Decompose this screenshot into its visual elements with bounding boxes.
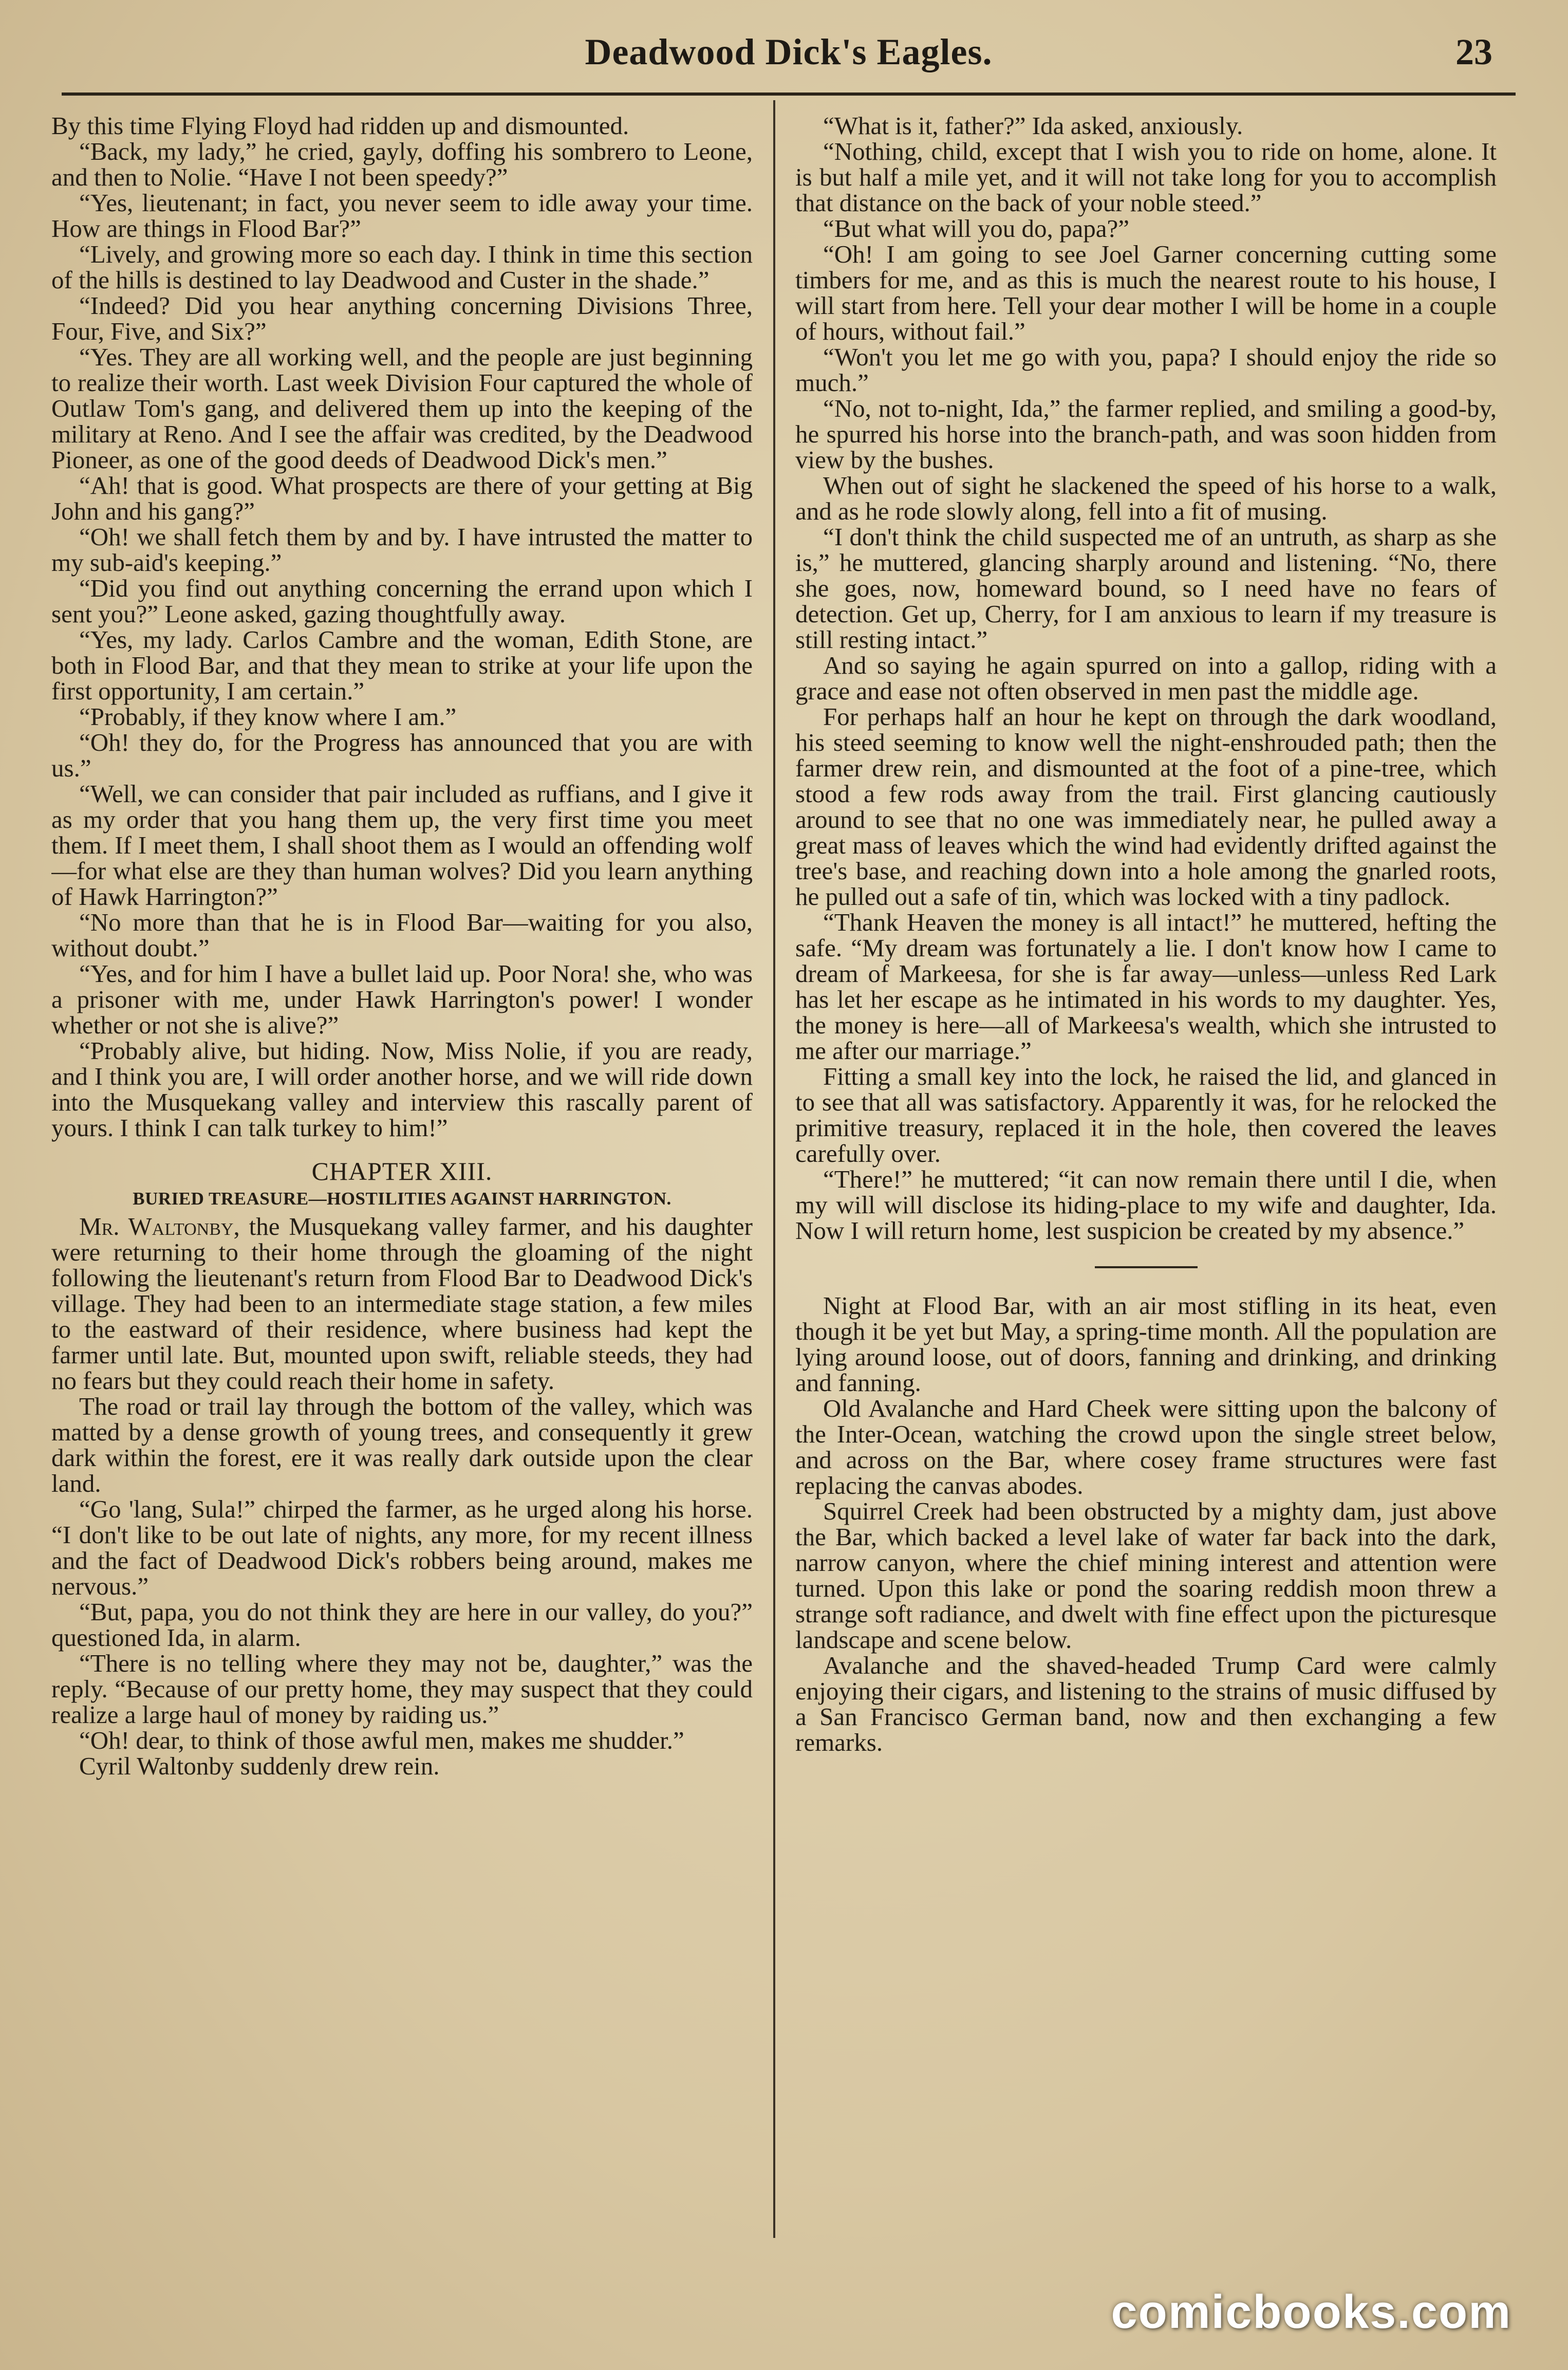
paragraph: Squirrel Creek had been obstructed by a mighty dam, just above the Bar, which backed a level lake of water far back into the dark, narrow canyon, where the chief mining interest and attention were turned. Upon this lake or pond the soaring reddish moon threw a strange soft radiance, and dwelt with fine effect upon the picturesque landscape and scene below.	[795, 1497, 1497, 1654]
paragraph: For perhaps half an hour he kept on through the dark woodland, his steed seeming to know well the night-enshrouded path; then the farmer drew rein, and dismounted at the foot of a pine-tree, which stood a few rods away from the trail. First glancing cautiously around to see that no one was immediately near, he pulled away a great mass of leaves which the wind had evidently drifted against the tree's base, and reaching down into a hole among the gnarled roots, he pulled out a safe of tin, which was locked with a tiny padlock.	[795, 702, 1497, 911]
paragraph: “No, not to-night, Ida,” the farmer replied, and smiling a good-by, he spurred his horse into the branch-path, and was soon hidden from view by the bushes.	[795, 394, 1497, 474]
paragraph: “Oh! dear, to think of those awful men, makes me shudder.”	[79, 1726, 684, 1754]
paragraph: “But what will you do, papa?”	[823, 214, 1130, 243]
paragraph: “Oh! we shall fetch them by and by. I have intrusted the matter to my sub-aid's keeping.”	[51, 523, 753, 577]
header-rule	[62, 92, 1516, 96]
chapter-opening-text: , the Musquekang valley farmer, and his daughter were returning to their home through the gloaming of the night following the lieutenant's return from Flood Bar to Deadwood Dick's village. They had been to an intermediate stage station, a few miles to the eastward of their residence, where business had kept the farmer until late. But, mounted upon swift, reliable steeds, they had no fears but they could reach their home in safety.	[51, 1212, 753, 1395]
right-column	[795, 113, 1497, 2241]
paragraph: “Well, we can consider that pair included as ruffians, and I give it as my order that you hang them up, the very first time you meet them. If I meet them, I shall shoot them as I would an offending wolf—for what else are they than human wolves? Did you learn anything of Hawk Harrington?”	[51, 780, 753, 911]
paragraph: When out of sight he slackened the speed of his horse to a walk, and as he rode slowly along, fell into a fit of musing.	[795, 471, 1497, 525]
paragraph: The road or trail lay through the bottom of the valley, which was matted by a dense growth of young trees, and consequently it grew dark within the forest, ere it was really dark outside upon the clear land.	[51, 1392, 753, 1497]
paragraph: By this time Flying Floyd had ridden up and dismounted.	[51, 113, 629, 140]
paragraph: “Yes. They are all working well, and the people are just beginning to realize their worth. Last week Division Four captured the whole of Outlaw Tom's gang, and delivered them up into the keeping of the military at Reno. And I see the affair was credited, by the Deadwood Pioneer, as one of the good deeds of Deadwood Dick's men.”	[51, 343, 753, 474]
chapter-subtitle: BURIED TREASURE—HOSTILITIES AGAINST HARRINGTON.	[133, 1189, 671, 1209]
left-column	[51, 113, 753, 2241]
chapter-opening-name: Mr. Waltonby	[79, 1212, 234, 1240]
paragraph: “Ah! that is good. What prospects are there of your getting at Big John and his gang?”	[51, 471, 753, 525]
paragraph: “What is it, father?” Ida asked, anxiously.	[823, 113, 1243, 140]
paragraph: “There!” he muttered; “it can now remain there until I die, when my will will disclose its hiding-place to my wife and daughter, Ida. Now I will return home, lest suspicion be created by my absence.”	[795, 1165, 1497, 1245]
column-divider	[773, 100, 775, 2238]
paragraph: “Indeed? Did you hear anything concerning Divisions Three, Four, Five, and Six?”	[51, 291, 753, 345]
page-header	[62, 27, 1516, 88]
paragraph: Cyril Waltonby suddenly drew rein.	[79, 1752, 440, 1780]
paragraph: “Oh! I am going to see Joel Garner concerning cutting some timbers for me, and as this is much the nearest route to his house, I will start from here. Tell your dear mother I will be home in a couple of hours, without fail.”	[795, 240, 1497, 345]
paragraph: “Probably, if they know where I am.”	[79, 702, 457, 731]
paragraph: “Yes, and for him I have a bullet laid up. Poor Nora! she, who was a prisoner with me, under Hawk Harrington's power! I wonder whether or not she is alive?”	[51, 959, 753, 1039]
running-title: Deadwood Dick's Eagles.	[585, 31, 993, 72]
scene-break-rule	[1095, 1266, 1198, 1268]
paragraph: “But, papa, you do not think they are here in our valley, do you?” questioned Ida, in alarm.	[51, 1598, 753, 1652]
paragraph: Fitting a small key into the lock, he raised the lid, and glanced in to see that all was satisfactory. Apparently it was, for he relocked the primitive treasury, replaced it in the hole, then covered the leaves carefully over.	[795, 1062, 1497, 1168]
chapter-title: CHAPTER XIII.	[311, 1157, 493, 1186]
watermark-logo: comicbooks.com	[1111, 2286, 1511, 2338]
paragraph: “Nothing, child, except that I wish you to ride on home, alone. It is but half a mile yet, and it will not take long for you to accomplish that distance on the back of your noble steed.”	[795, 137, 1497, 217]
paragraph: “Probably alive, but hiding. Now, Miss Nolie, if you are ready, and I think you are, I will order another horse, and we will ride down into the Musquekang valley and interview this rascally parent of yours. I think I can talk turkey to him!”	[51, 1036, 753, 1142]
paragraph: “No more than that he is in Flood Bar—waiting for you also, without doubt.”	[51, 908, 753, 962]
paragraph: “Did you find out anything concerning the errand upon which I sent you?” Leone asked, gazing thoughtfully away.	[51, 574, 753, 628]
paragraph: “Won't you let me go with you, papa? I should enjoy the ride so much.”	[795, 343, 1497, 397]
paragraph: “Oh! they do, for the Progress has announced that you are with us.”	[51, 728, 753, 782]
paragraph: “Thank Heaven the money is all intact!” he muttered, hefting the safe. “My dream was fortunately a lie. I don't know how I came to dream of Markeesa, for she is far away—unless—unless Red Lark has let her escape as he intimated in his words to my daughter. Yes, the money is here—all of Markeesa's wealth, which she intrusted to me after our marriage.”	[795, 908, 1497, 1065]
paragraph: “I don't think the child suspected me of an untruth, as sharp as she is,” he muttered, glancing sharply around and listening. “No, there she goes, now, homeward bound, so I need have no fears of detection. Get up, Cherry, for I am anxious to learn if my treasure is still resting intact.”	[795, 523, 1497, 654]
paragraph: “Yes, lieutenant; in fact, you never seem to idle away your time. How are things in Flood Bar?”	[51, 189, 753, 243]
paragraph: “There is no telling where they may not be, daughter,” was the reply. “Because of our pretty home, they may suspect that they could realize a large haul of money by raiding us.”	[51, 1649, 753, 1729]
paragraph: “Lively, and growing more so each day. I think in time this section of the hills is destined to lay Deadwood and Custer in the shade.”	[51, 240, 753, 294]
paragraph: And so saying he again spurred on into a gallop, riding with a grace and ease not often observed in men past the middle age.	[795, 651, 1497, 705]
paragraph: Old Avalanche and Hard Cheek were sitting upon the balcony of the Inter-Ocean, watching the crowd upon the single street below, and across on the Bar, where cosey frame structures were fast replacing the canvas abodes.	[795, 1394, 1497, 1499]
page-number: 23	[1455, 31, 1492, 72]
paragraph: Avalanche and the shaved-headed Trump Card were calmly enjoying their cigars, and listening to the strains of music diffused by a San Francisco German band, now and then exchanging a few remarks.	[795, 1651, 1497, 1756]
chapter-opening-paragraph	[51, 1214, 753, 1394]
paragraph: “Yes, my lady. Carlos Cambre and the woman, Edith Stone, are both in Flood Bar, and that they mean to strike at your life upon the first opportunity, I am certain.”	[51, 625, 753, 705]
paragraph: Night at Flood Bar, with an air most stifling in its heat, even though it be yet but May, a spring-time month. All the population are lying around loose, out of doors, fanning and drinking, and drinking and fanning.	[795, 1291, 1497, 1397]
paragraph: “Back, my lady,” he cried, gayly, doffing his sombrero to Leone, and then to Nolie. “Have I not been speedy?”	[51, 137, 753, 191]
paragraph: “Go 'lang, Sula!” chirped the farmer, as he urged along his horse. “I don't like to be out late of nights, any more, for my recent illness and the fact of Deadwood Dick's robbers being around, makes me nervous.”	[51, 1495, 753, 1600]
